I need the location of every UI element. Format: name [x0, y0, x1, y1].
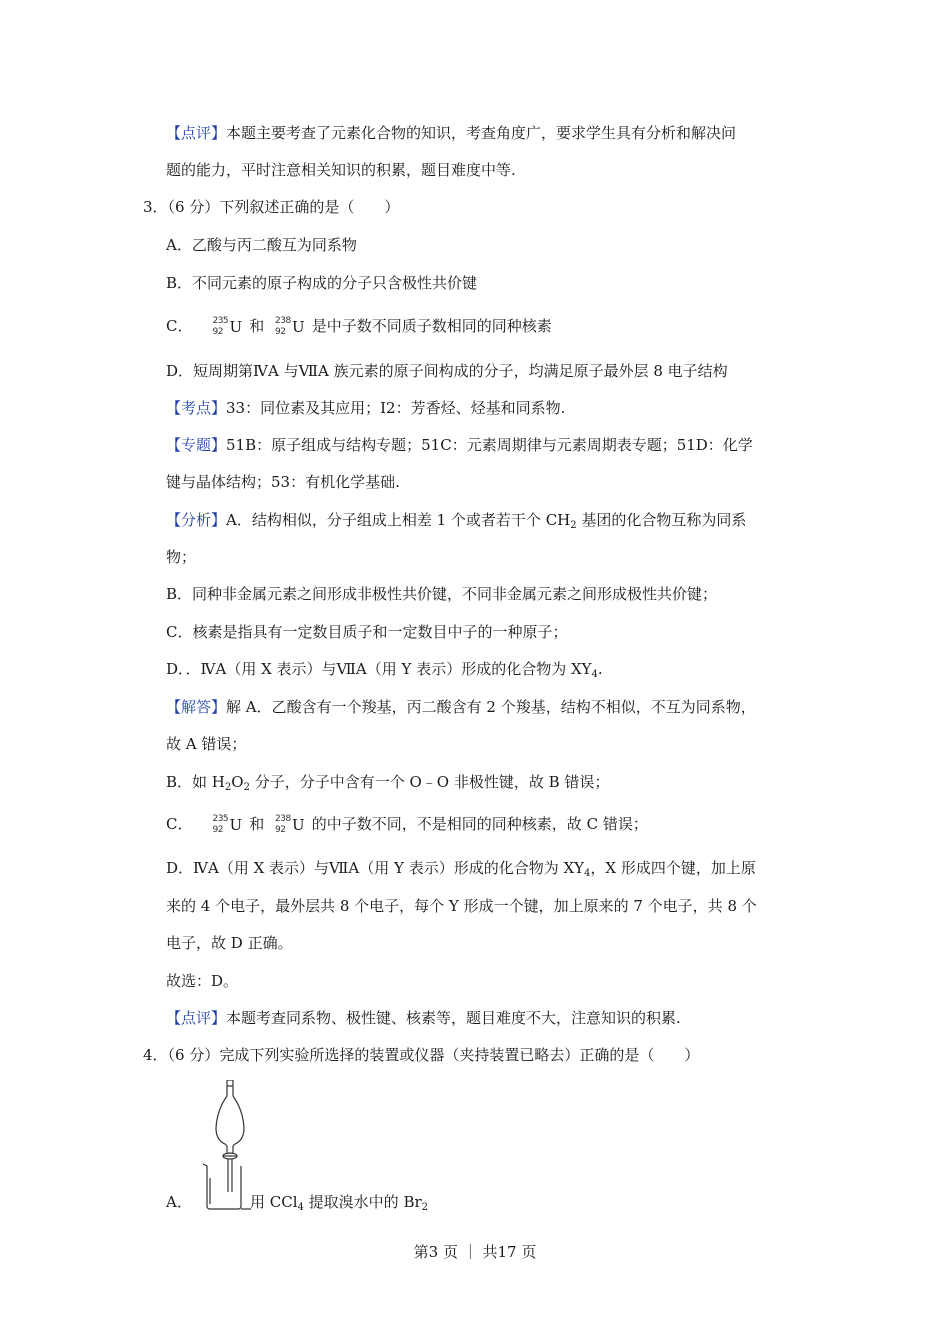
ccl4-text: 用 CCl	[250, 1193, 298, 1211]
jieda-b-pre: B．如 H	[166, 773, 225, 791]
and-text: 和	[244, 317, 270, 335]
nuclide-u235: 235 92 U	[212, 814, 243, 835]
q4-option-a-label: A．	[166, 1193, 192, 1211]
jieda-b	[166, 771, 609, 793]
review-tag: 【点评】	[166, 1009, 227, 1027]
q2-review-line2: 题的能力，平时注意相关知识的积累，题目难度中等.	[166, 161, 516, 179]
h2o2-sub1: 2	[224, 782, 232, 793]
jieda-tag: 【解答】	[166, 698, 227, 716]
option-c-rest: 是中子数不同质子数相同的同种核素	[307, 317, 552, 335]
q3-stem: 3．（6 分）下列叙述正确的是（ ）	[143, 198, 400, 216]
q3-option-a: A．乙酸与丙二酸互为同系物	[166, 236, 357, 254]
jieda-b-mid: O	[231, 773, 244, 791]
kaodian-text: 33：同位素及其应用；I2：芳香烃、烃基和同系物.	[226, 399, 566, 417]
xy4-subscript: 4	[584, 868, 591, 879]
fenxi-tag: 【分析】	[166, 511, 227, 529]
h2o2-sub2: 2	[243, 782, 250, 793]
jieda-d2: 来的 4 个电子，最外层共 8 个电子，每个 Y 形成一个键，加上原来的 7 个电子，共 8 个	[166, 897, 757, 915]
fenxi-b: B．同种非金属元素之间形成非极性共价键，不同非金属元素之间形成极性共价键；	[166, 585, 718, 603]
q3-review	[166, 1007, 681, 1029]
option-a-mid: 提取溴水中的 Br	[303, 1193, 422, 1211]
jieda-d1	[166, 857, 756, 879]
jieda-c-and: 和	[244, 815, 270, 833]
ccl4-subscript: 4	[297, 1202, 304, 1213]
nuclide-u235: 235 92 U	[212, 316, 243, 337]
jieda-line2: 故 A 错误；	[166, 735, 247, 753]
fenxi-d	[166, 658, 603, 680]
q3-option-d: D．短周期第ⅣA 与ⅦA 族元素的原子间构成的分子，均满足原子最外层 8 电子结构	[166, 362, 728, 380]
q4-option-a-text	[250, 1191, 428, 1213]
xy4-subscript: 4	[591, 669, 598, 680]
ch2-subscript: 2	[570, 520, 577, 531]
fenxi-line2: 物；	[166, 548, 197, 566]
q3-fenxi	[166, 509, 746, 531]
q3-kaodian	[166, 397, 565, 419]
nuclide-u238: 238 92 U	[275, 316, 305, 337]
option-c-label: C．	[166, 317, 193, 335]
review-tag: 【点评】	[166, 124, 227, 142]
q3-jieda	[166, 696, 756, 718]
fenxi-line1: A．结构相似，分子组成上相差 1 个或者若干个 CH	[226, 511, 571, 529]
separatory-funnel-beaker-diagram	[195, 1080, 255, 1212]
q3-zhuanti	[166, 434, 753, 456]
q3-option-c	[166, 315, 552, 337]
q2-review	[166, 122, 736, 144]
q2-review-line1: 本题主要考查了元素化合物的知识，考查角度广，要求学生具有分析和解决问	[226, 124, 737, 142]
zhuanti-line2: 键与晶体结构；53：有机化学基础.	[166, 473, 400, 491]
q4-stem: 4．（6 分）完成下列实验所选择的装置或仪器（夹持装置已略去）正确的是（ ）	[143, 1046, 700, 1064]
page-footer: 第3 页 ｜ 共17 页	[413, 1243, 537, 1261]
nuclide-u238: 238 92 U	[275, 814, 305, 835]
answer-choice: 故选：D。	[166, 972, 239, 990]
jieda-c-label: C．	[166, 815, 193, 833]
jieda-d1-post: ，X 形成四个键，加上原	[590, 859, 756, 877]
jieda-line1: 解 A．乙酸含有一个羧基，丙二酸含有 2 个羧基，结构不相似，不互为同系物，	[226, 698, 756, 716]
fenxi-line1-post: 基团的化合物互称为同系	[576, 511, 747, 529]
q3-option-b: B．不同元素的原子构成的分子只含极性共价键	[166, 274, 478, 292]
fenxi-c: C．核素是指具有一定数目质子和一定数目中子的一种原子；	[166, 623, 568, 641]
q3-review-text: 本题考查同系物、极性键、核素等，题目难度不大，注意知识的积累.	[226, 1009, 681, 1027]
jieda-c	[166, 813, 648, 835]
fenxi-d-post: .	[597, 660, 603, 678]
jieda-d1-pre: D．ⅣA（用 X 表示）与ⅦA（用 Y 表示）形成的化合物为 XY	[166, 859, 585, 877]
jieda-d3: 电子，故 D 正确。	[166, 934, 293, 952]
kaodian-tag: 【考点】	[166, 399, 227, 417]
zhuanti-line1: 51B：原子组成与结构专题；51C：元素周期律与元素周期表专题；51D：化学	[226, 436, 753, 454]
zhuanti-tag: 【专题】	[166, 436, 227, 454]
jieda-b-post: 分子，分子中含有一个 O﹣O 非极性键，故 B 错误；	[249, 773, 610, 791]
jieda-c-rest: 的中子数不同，不是相同的同种核素，故 C 错误；	[307, 815, 648, 833]
fenxi-d-text: D．．ⅣA（用 X 表示）与ⅦA（用 Y 表示）形成的化合物为 XY	[166, 660, 592, 678]
q4-option-a	[166, 1191, 192, 1213]
br2-subscript: 2	[421, 1202, 429, 1213]
